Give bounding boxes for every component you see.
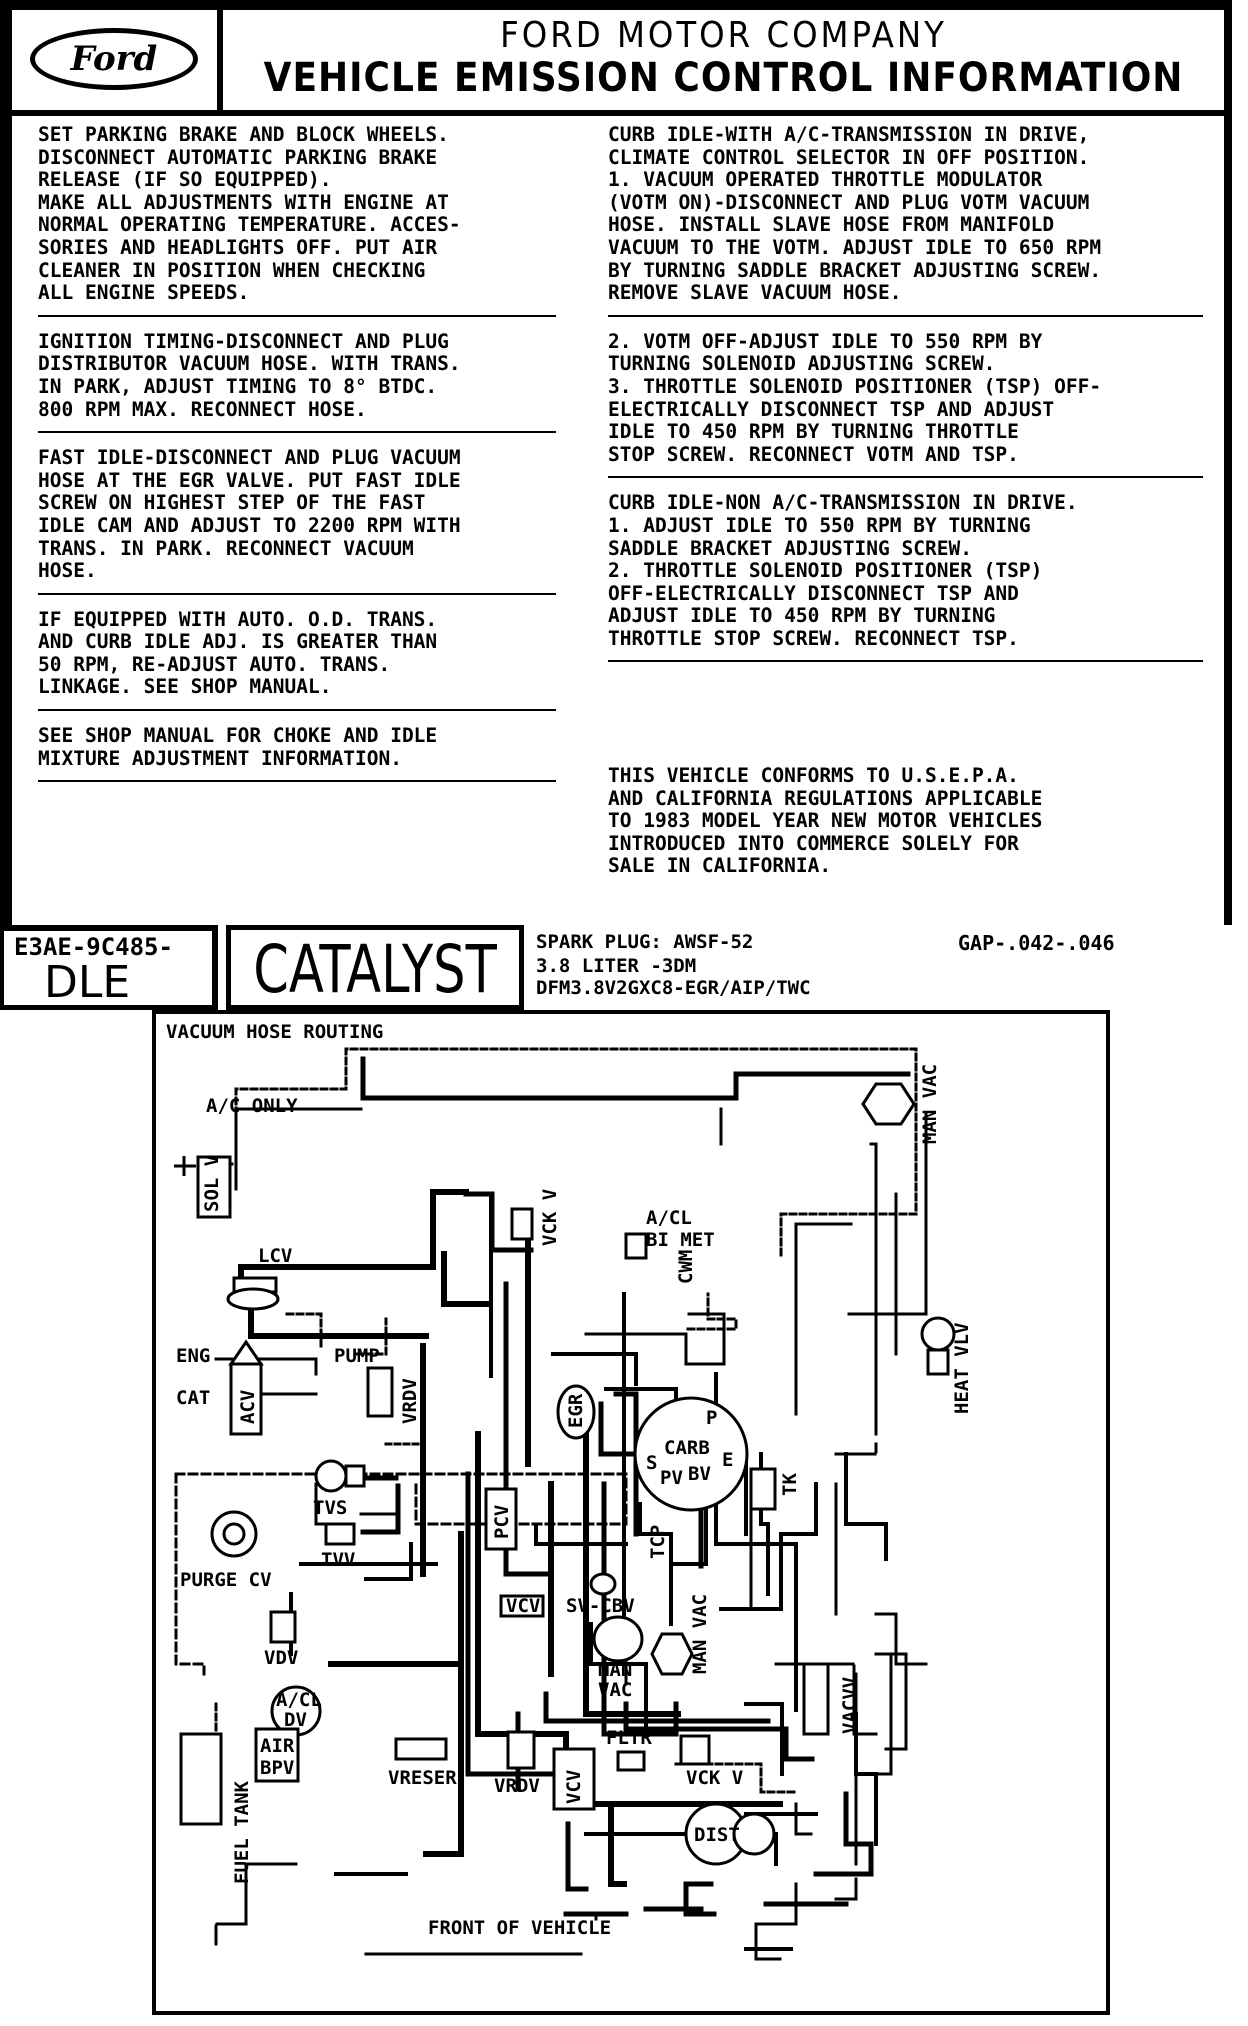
label-man-vac-top: MAN VAC bbox=[919, 1063, 941, 1144]
label-carb-bv: BV bbox=[688, 1463, 711, 1485]
plug-gap: GAP-.042-.046 bbox=[958, 931, 1115, 955]
label-air-bpv1: AIR bbox=[260, 1735, 295, 1757]
label-vrdv-mid: VRDV bbox=[399, 1378, 421, 1424]
logo-box bbox=[12, 10, 223, 110]
label-carb-s: S bbox=[646, 1452, 658, 1474]
label-heat-vlv: HEAT VLV bbox=[951, 1322, 973, 1414]
label-vdv: VDV bbox=[264, 1647, 299, 1669]
label-eng: ENG bbox=[176, 1345, 211, 1367]
engine-family: DFM3.8V2GXC8-EGR/AIP/TWC bbox=[536, 977, 811, 999]
label-cat: CAT bbox=[176, 1387, 211, 1409]
label-man-vac-right: MAN VAC bbox=[689, 1593, 711, 1674]
hose-routing-drawing bbox=[156, 1014, 1106, 2011]
info-strip bbox=[0, 925, 1232, 1010]
label-sv-cbv: SV-CBV bbox=[566, 1595, 635, 1617]
label-cwm: CWM bbox=[675, 1249, 697, 1284]
label-carb: CARB bbox=[664, 1437, 710, 1459]
label-carb-pv: PV bbox=[660, 1467, 683, 1489]
label-tcp: TCP bbox=[647, 1524, 669, 1559]
divider bbox=[608, 476, 1203, 478]
instruction-block: SET PARKING BRAKE AND BLOCK WHEELS. DISCONNECT AUTOMATIC PARKING BRAKE RELEASE (IF SO EQUIPPED). MAKE ALL ADJUSTMENTS WITH ENGINE AT NORMAL OPERATING TEMPERATURE. ACCES- SORIES AND HEADLIGHTS OFF. PUT AIR CLEANER IN POSITION WHEN CHECKING ALL ENGINE SPEEDS. bbox=[38, 123, 461, 305]
part-number: E3AE-9C485- bbox=[14, 933, 173, 961]
label-title: VEHICLE EMISSION CONTROL INFORMATION bbox=[263, 55, 1184, 101]
label-lcv: LCV bbox=[258, 1245, 293, 1267]
label-carb-p: P bbox=[706, 1407, 718, 1429]
label-ac-cl-dv2: DV bbox=[284, 1709, 307, 1731]
label-ac-only: A/C ONLY bbox=[206, 1095, 298, 1117]
instruction-block: IGNITION TIMING-DISCONNECT AND PLUG DISTRIBUTOR VACUUM HOSE. WITH TRANS. IN PARK, ADJUST TIMING TO 8° BTDC. 800 RPM MAX. RECONNECT HOSE. bbox=[38, 329, 461, 421]
label-vcv-bottom: VCV bbox=[563, 1769, 585, 1804]
label-fuel-tank: FUEL TANK bbox=[231, 1781, 253, 1884]
left-instructions bbox=[38, 122, 578, 794]
label-bimet: BI MET bbox=[646, 1229, 715, 1251]
ford-logo-text: Ford bbox=[70, 39, 158, 79]
right-instructions bbox=[608, 122, 1228, 674]
label-ac-cl-dv1: A/CL bbox=[276, 1689, 322, 1711]
label-purge-cv: PURGE CV bbox=[180, 1569, 272, 1591]
label-vacvv: VACVV bbox=[839, 1676, 861, 1734]
divider bbox=[608, 315, 1203, 317]
instruction-block: CURB IDLE-NON A/C-TRANSMISSION IN DRIVE. 1. ADJUST IDLE TO 550 RPM BY TURNING SADDLE BRACKET ADJUSTING SCREW. 2. THROTTLE SOLENOID POSITIONER (TSP) OFF-ELECTRICALLY DISCONNECT TSP AND ADJUST IDLE TO 450 RPM BY TURNING THROTTLE STOP SCREW. RECONNECT TSP. bbox=[608, 491, 1078, 650]
label-acv: ACV bbox=[237, 1389, 259, 1424]
divider bbox=[608, 660, 1203, 662]
catalyst-text: CATALYST bbox=[253, 931, 497, 1008]
label-egr: EGR bbox=[565, 1393, 587, 1428]
instruction-block: SEE SHOP MANUAL FOR CHOKE AND IDLE MIXTURE ADJUSTMENT INFORMATION. bbox=[38, 724, 438, 770]
divider bbox=[38, 431, 556, 433]
engine-displacement: 3.8 LITER -3DM bbox=[536, 955, 697, 977]
catalyst-box bbox=[226, 925, 524, 1010]
label-fltr: FLTR bbox=[606, 1727, 652, 1749]
label-dist: DIST bbox=[694, 1824, 740, 1846]
label-vrdv-bottom: VRDV bbox=[494, 1775, 540, 1797]
instruction-block: CURB IDLE-WITH A/C-TRANSMISSION IN DRIVE, CLIMATE CONTROL SELECTOR IN OFF POSITION. 1. VACUUM OPERATED THROTTLE MODULATOR (VOTM ON)-DISCONNECT AND PLUG VOTM VACUUM HOSE. INSTALL SLAVE HOSE FROM MANIFOLD VACUUM TO THE VOTM. ADJUST IDLE TO 650 RPM BY TURNING SADDLE BRACKET ADJUSTING SCREW. REMOVE SLAVE VACUUM HOSE. bbox=[608, 123, 1102, 305]
diagram-footer: FRONT OF VEHICLE bbox=[428, 1917, 612, 1939]
vacuum-hose-diagram bbox=[152, 1010, 1110, 2015]
part-number-box bbox=[4, 931, 212, 1008]
instruction-block: 2. VOTM OFF-ADJUST IDLE TO 550 RPM BY TURNING SOLENOID ADJUSTING SCREW. 3. THROTTLE SOLENOID POSITIONER (TSP) OFF- ELECTRICALLY DISCONNECT TSP AND ADJUST IDLE TO 450 RPM BY TURNING THROTTLE STOP SCREW. RECONNECT VOTM AND TSP. bbox=[608, 329, 1102, 466]
spark-plug: SPARK PLUG: AWSF-52 bbox=[536, 931, 754, 953]
title-divider bbox=[12, 110, 1224, 116]
diagram-title: VACUUM HOSE ROUTING bbox=[166, 1021, 384, 1043]
emission-label bbox=[0, 0, 1232, 925]
emission-label-body bbox=[12, 10, 1224, 925]
label-man-vac-mid2: VAC bbox=[598, 1679, 633, 1701]
ford-logo bbox=[30, 28, 198, 90]
label-man-vac-mid1: MAN bbox=[598, 1659, 633, 1681]
label-vcv-mid: VCV bbox=[506, 1595, 541, 1617]
label-pump: PUMP bbox=[334, 1345, 380, 1367]
company-name: FORD MOTOR COMPANY bbox=[500, 15, 947, 56]
label-pcv: PCV bbox=[491, 1504, 513, 1539]
label-vck-v-bottom: VCK V bbox=[686, 1767, 744, 1789]
label-carb-e: E bbox=[722, 1449, 734, 1471]
divider bbox=[38, 780, 556, 782]
label-tvv: TVV bbox=[321, 1549, 356, 1571]
instruction-block: IF EQUIPPED WITH AUTO. O.D. TRANS. AND CURB IDLE ADJ. IS GREATER THAN 50 RPM, RE-ADJUST AUTO. TRANS. LINKAGE. SEE SHOP MANUAL. bbox=[38, 607, 438, 699]
label-ac-cl: A/CL bbox=[646, 1207, 692, 1229]
divider bbox=[38, 709, 556, 711]
part-code: DLE bbox=[44, 957, 131, 1008]
divider bbox=[38, 593, 556, 595]
spec-box bbox=[528, 931, 1228, 1005]
label-tvs: TVS bbox=[313, 1497, 348, 1519]
label-vreser: VRESER bbox=[388, 1767, 457, 1789]
header-title bbox=[223, 10, 1224, 110]
label-air-bpv2: BPV bbox=[260, 1757, 295, 1779]
label-vck-v-top: VCK V bbox=[539, 1188, 561, 1246]
instruction-block: FAST IDLE-DISCONNECT AND PLUG VACUUM HOSE AT THE EGR VALVE. PUT FAST IDLE SCREW ON HIGHEST STEP OF THE FAST IDLE CAM AND ADJUST TO 2200 RPM WITH TRANS. IN PARK. RECONNECT VACUUM HOSE. bbox=[38, 446, 461, 583]
divider bbox=[38, 315, 556, 317]
label-sol-v: SOL V bbox=[201, 1154, 223, 1212]
conformity-statement: THIS VEHICLE CONFORMS TO U.S.E.P.A. AND CALIFORNIA REGULATIONS APPLICABLE TO 1983 MODEL YEAR NEW MOTOR VEHICLES INTRODUCED INTO COMMERCE SOLELY FOR SALE IN CALIFORNIA. bbox=[608, 764, 1043, 878]
label-tk: TK bbox=[779, 1473, 801, 1496]
